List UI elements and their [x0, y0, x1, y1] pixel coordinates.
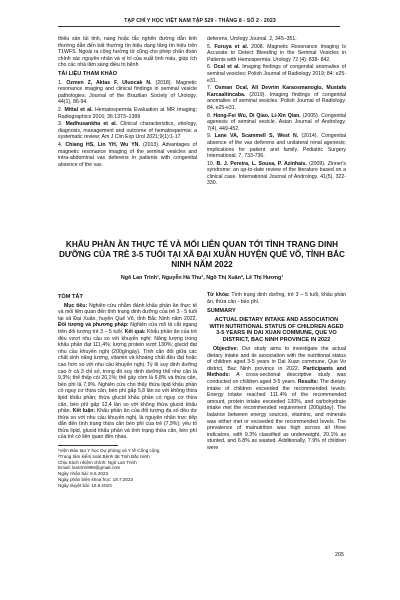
reference-item	[58, 121, 197, 141]
reference-text: Imaging findings of congenital anomalies of seminal vesicles; Polish Journal of Radiology 2019; 84: e25-e31.	[207, 64, 346, 84]
abstract-title: TÓM TẮT	[58, 294, 83, 300]
reference-author: Furuya et al.	[214, 43, 249, 50]
abstract-objective: Mục tiêu: Nghiên cứu nhằm đánh khẩu phần ăn thực tế và mối liên quan đến tình trạng dinh dưỡng của trẻ 3 - 5 tuổi tại xã Đại Xuân, huyện Quế Võ, tỉnh Bắc Ninh năm 2022. Đối tượng và phương pháp: Nghiên cứu mô tả cắt ngang trên đối tượng trẻ 3 – 5 tuổi. Kết quả: Khẩu phần ăn của trẻ đều vượt nhu cầu so với khuyến nghị: Năng lượng trong khẩu phần đạt 111,4%; lượng protein vượt 130%; glucid đạt nhu cầu khuyến nghị (200g/ngày). Tình cân đối giữa các chất sinh năng lượng, vitamin và khoáng chất đều đạt hoặc cao hơn so với nhu cầu khuyến nghị. Tỷ lệ suy dinh dưỡng cao ở cả 3 chỉ số, trong đó suy dinh dưỡng thể nhẹ cân là 9,3%; thể thấp còi 20,1%; thể gầy còm là 6,8% và thừa cân, béo phì là 7,9%. Nghiên cứu cho thấy thừa lipid khẩu phần có nguy cơ thừa cân, béo phì gấp 5,8 lần so với không thừa lipid khẩu phần; thừa glucid khẩu phần có nguy cơ thừa cân, béo phì gấp 12,4 lần so với không thừa glucid khẩu phần. Kết luận: Khẩu phần ăn của đối tượng đa số đều dư thừa so với nhu cầu khuyến nghị, là nguyên nhân trực tiếp dẫn đến tình trạng thừa cân béo phì của trẻ (7,9%); yếu tố thừa lipid, glucid khẩu phần và tình trạng thừa cân, béo phì của trẻ có liên quan đến nhau.	[58, 302, 198, 441]
footnote-line: Ngày phản biện khoa học: 19.7.2023	[58, 477, 134, 483]
prev-article-text: thiếu sản tủi tinh, nang hoặc tắc nghẽn đường dẫn tinh thường dẫn đến bất thường tín hiệu dạng tăng tín hiệu trên T1WFS. Ngoài ra cộng hưởng từ cũng cho phép chẩn đoán chính xác nguyên nhân và vị trí của xuất tinh máu, giúp ích cho các nhà lâm sàng điều trị bệnh	[58, 36, 197, 69]
page-number: 205	[335, 552, 344, 558]
footnote-line: Ngày duyệt bài: 10.8.2023	[58, 482, 112, 488]
reference-item	[207, 36, 346, 43]
reference-number: 7.	[207, 85, 212, 92]
reference-text: (2009). Zinner's syndrome: an up-to-date review of the literature based on a clinical case. International Journal of Andrology. 41(5), 322-330.	[207, 160, 346, 187]
reference-author: Madhusankha et al.	[65, 121, 118, 128]
footnote-line: ²Trung tâm kiểm soát Bệnh tật Tỉnh Bắc Ninh	[58, 453, 150, 459]
prev-article-left	[58, 36, 197, 169]
references-title: TÀI LIỆU THAM KHẢO	[58, 70, 118, 77]
journal-header: TẠP CHÍ Y HỌC VIỆT NAM TẬP 529 - THÁNG 8 - SỐ 2 - 2023	[124, 18, 276, 24]
reference-text: (2019). Imaging findings of congenital anomalies of seminal vesicles. Polish Journal of Radiology. 84, e25-e31.	[207, 91, 346, 111]
footnote-line: Email: lantrinh999@gmail.com	[58, 465, 121, 471]
references-list-left	[58, 80, 197, 169]
reference-number: 2.	[58, 106, 63, 113]
footnote-line: Ngày nhận bài: 6.6.2023	[58, 471, 109, 477]
reference-author: Ocal et al.	[213, 64, 240, 71]
summary-subtitle: ACTUAL DIETARY INTAKE AND ASSOCIATION WITH NUTRITIONAL STATUS OF CHILDREN AGED 3-5 YEARS IN DAI XUAN COMMUNE, QUE VO DISTRICT, BAC NINH PROVINCE IN 2022	[209, 316, 344, 344]
reference-number: 10.	[207, 160, 215, 167]
reference-item	[207, 161, 346, 187]
article-authors: Ngô Lan Trinh¹, Nguyễn Hà Thu¹, Ngô Thị Xuân², Lê Thị Hương¹	[120, 275, 284, 281]
reference-item	[207, 64, 346, 84]
reference-number: 4.	[58, 141, 63, 148]
reference-text: Clinical characteristics, etiology, diagnosis, management and outcome of hematospermia: a systematic review; Am J Clin Exp Urol 2021;9(1):1-17	[58, 121, 197, 141]
reference-author: Lane VA, Scammell S, West N.	[214, 133, 299, 140]
abstract-column	[58, 292, 197, 489]
footnotes	[58, 448, 197, 489]
reference-text: (2013). Advantages of magnetic resonance imaging of the seminal vesicles and intra-abdominal vas deferens in patients with congenital absence of the vas	[58, 141, 197, 168]
prev-article-right	[207, 36, 346, 188]
reference-text: deferens. Urology Journal. 2, 345–351.	[207, 36, 297, 42]
reference-number: 8.	[207, 112, 212, 119]
summary-body: Objective: Our study aims to investigate the actual dietary intake and its association with the nutritional status of children aged 3-5 years in Dai Xuan commune, Que Vo district, Bac Ninh province in 2022. Participants and Methods: A cross-sectional descriptive study was conducted on children aged 3-5 years. Results: The dietary intake of children exceeded the recommended levels: Energy intake reached 111.4% of the recommended amount, protein intake exceeded 130%, and carbohydrate intake met the recommended requirement (200g/day). The balance between energy sources, vitamins, and minerals was either met or exceeded the recommended levels. The prevalence of malnutrition was high across all three indicators, with 9.3% classified as underweight, 20.1% as stunted, and 6.8% as wasted. Additionally, 7.9% of children were	[207, 345, 347, 451]
header-rule	[58, 26, 340, 27]
reference-number: 1.	[58, 79, 63, 86]
article-title: KHẨU PHẦN ĂN THỰC TẾ VÀ MỐI LIÊN QUAN TỚI TÌNH TRẠNG DINH DƯỠNG CỦA TRẺ 3-5 TUỔI TẠI XÃ ĐẠI XUÂN HUYỆN QUẾ VÕ, TỈNH BẮC NINH NĂM 2022	[59, 240, 345, 269]
abstract-keywords: Từ khóa: Tình trạng dinh dưỡng, trẻ 3 – 5 tuổi, khẩu phần ăn, thừa cân - béo phì.	[207, 292, 347, 305]
reference-item	[207, 85, 346, 111]
reference-number: 3.	[58, 121, 63, 128]
reference-text: (2014). Congenital absence of the vas deferens and unilateral renal agenesis: implications for patient and family. Pediatric Surgery International. 7, 733-736.	[207, 133, 347, 160]
reference-item	[207, 113, 346, 133]
summary-column	[207, 292, 346, 451]
reference-author: Hong-Fei Wu, Di Qiao, Li-Xin Qian.	[213, 112, 301, 119]
reference-item	[207, 44, 346, 64]
reference-item	[207, 133, 346, 159]
reference-number: 5.	[207, 43, 212, 50]
reference-number: 9.	[207, 133, 212, 140]
reference-author: Chiang HS, Lin YH, Wu YN.	[65, 141, 140, 148]
footnote-rule	[58, 445, 118, 446]
references-list-right	[207, 36, 346, 187]
footnote-line: ¹Viện Đào tạo Y học Dự phòng và Y tế Công cộng	[58, 448, 160, 454]
reference-text: (2005). Congenital agenesis of seminal vesicle. Asian Journal of Andrology. 7(4), 449-452.	[207, 112, 346, 132]
reference-author: Mittal et al.	[64, 106, 93, 113]
summary-title: SUMMARY	[207, 308, 236, 315]
reference-item	[58, 80, 197, 106]
footnote-line: Chịu trách nhiệm chính: Ngô Lan Trinh	[58, 459, 137, 465]
reference-author: Osman Ocal, Ali Devrim Karaosmanoglu, Mustafa Karcaaltincaba.	[207, 85, 346, 98]
reference-author: B. J. Pereira, L. Sousa, P. Azinhais.	[216, 160, 307, 167]
reference-item	[58, 107, 197, 120]
reference-number: 6.	[207, 64, 212, 71]
reference-text: Hematospermia Evaluation at MR Imaging; Radiographics 2016; 36:1373–1389	[58, 106, 197, 120]
reference-author: Ozmen Z, Aktas F, Uluocak N.	[66, 79, 152, 86]
reference-text: 2008. Magnetic Resonance Imaging Is Accurate to Detect Bleeding in the Seminal Vesicles in Patients with Hemospermia; Urology 72 (4): 838- 842.	[207, 43, 346, 63]
reference-item	[58, 142, 197, 168]
reference-text: (2018). Magnetic resonance imaging and clinical findings in seminal vesicle pathologies. Journal of the Brazilian Society of Urology. 44(1), 86-94.	[58, 79, 197, 106]
